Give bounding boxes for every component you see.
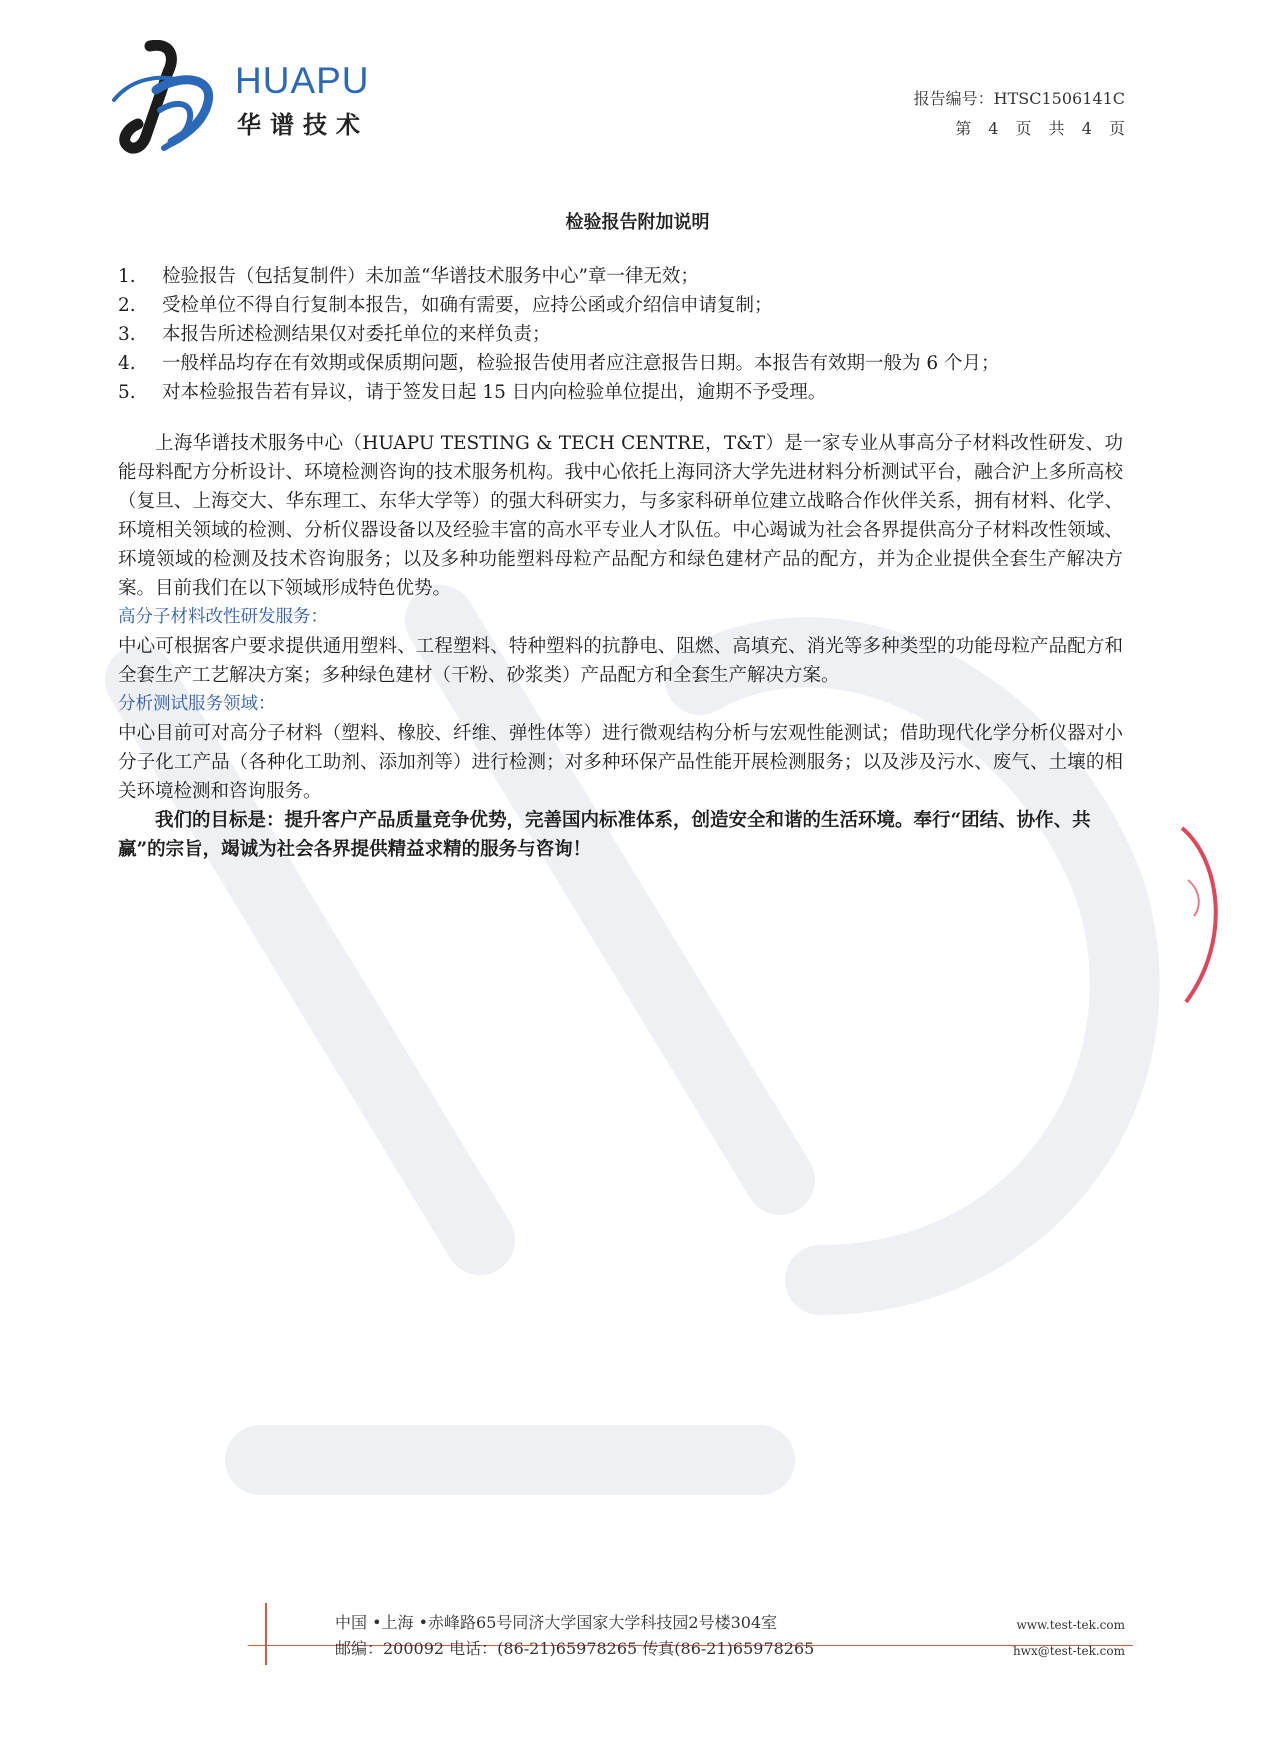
item-text: 受检单位不得自行复制本报告，如确有需要，应持公函或介绍信申请复制； xyxy=(162,295,773,316)
page-info: 第 4 页 共 4 页 xyxy=(955,119,1131,138)
report-meta xyxy=(913,84,1131,144)
list-item xyxy=(118,262,1123,291)
item-text: 检验报告（包括复制件）未加盖“华谱技术服务中心”章一律无效； xyxy=(162,266,699,287)
list-item xyxy=(118,320,1123,349)
goal-statement: 我们的目标是：提升客户产品质量竞争优势，完善国内标准体系，创造安全和谐的生活环境。奉行“团结、协作、共赢”的宗旨，竭诚为社会各界提供精益求精的服务与咨询！ xyxy=(118,810,1091,860)
footer-address-block xyxy=(335,1610,814,1662)
document-body xyxy=(118,262,1123,864)
footer-contact: 邮编：200092 电话：(86-21)65978265 传真(86-21)65978265 xyxy=(335,1639,815,1658)
item-number: 3. xyxy=(118,324,136,345)
section-heading-testing: 分析测试服务领域： xyxy=(118,694,276,714)
footer-website: www.test-tek.com xyxy=(1016,1618,1125,1632)
logo-chinese-name: 华谱技术 xyxy=(237,111,369,139)
document-title: 检验报告附加说明 xyxy=(565,212,710,233)
seal-stamp-edge xyxy=(1180,820,1275,1005)
item-text: 对本检验报告若有异议，请于签发日起 15 日内向检验单位提出，逾期不予受理。 xyxy=(162,382,827,403)
company-logo xyxy=(110,40,390,160)
item-number: 4. xyxy=(118,353,136,374)
intro-paragraph: 上海华谱技术服务中心（HUAPU TESTING & TECH CENTRE，T&T）是一家专业从事高分子材料改性研发、功能母料配方分析设计、环境检测咨询的技术服务机构。我中心依托上海同济大学先进材料分析测试平台，融合沪上多所高校（复旦、上海交大、华东理工、东华大学等）的强大科研实力，与多家科研单位建立战略合作伙伴关系，拥有材料、化学、环境相关领域的检测、分析仪器设备以及经验丰富的高水平专业人才队伍。中心竭诚为社会各界提供高分子材料改性领域、环境领域的检测及技术咨询服务；以及多种功能塑料母粒产品配方和绿色建材产品的配方，并为企业提供全套生产解决方案。目前我们在以下领域形成特色优势。 xyxy=(118,433,1123,599)
footer-web-block xyxy=(1013,1612,1125,1664)
item-text: 本报告所述检测结果仅对委托单位的来样负责； xyxy=(162,324,551,345)
item-text: 一般样品均存在有效期或保质期问题，检验报告使用者应注意报告日期。本报告有效期一般为 6 个月； xyxy=(162,353,1000,374)
list-item xyxy=(118,291,1123,320)
item-number: 2. xyxy=(118,295,136,316)
notes-list xyxy=(118,262,1123,407)
report-number: 报告编号：HTSC1506141C xyxy=(913,89,1125,108)
footer-divider-vertical xyxy=(265,1603,267,1665)
item-number: 5. xyxy=(118,382,136,403)
section-text-testing: 中心目前可对高分子材料（塑料、橡胶、纤维、弹性体等）进行微观结构分析与宏观性能测试；借助现代化学分析仪器对小分子化工产品（各种化工助剂、添加剂等）进行检测；对多种环保产品性能开展检测服务；以及涉及污水、废气、土壤的相关环境检测和咨询服务。 xyxy=(118,723,1123,802)
huapu-logo-mark-icon xyxy=(110,40,225,160)
footer-email: hwx@test-tek.com xyxy=(1012,1644,1125,1658)
section-text-polymer: 中心可根据客户要求提供通用塑料、工程塑料、特种塑料的抗静电、阻燃、高填充、消光等多种类型的功能母粒产品配方和全套生产工艺解决方案；多种绿色建材（干粉、砂浆类）产品配方和全套生产解决方案。 xyxy=(118,636,1123,686)
logo-english-name: HUAPU xyxy=(235,60,370,101)
footer-address: 中国 •上海 •赤峰路65号同济大学国家大学科技园2号楼304室 xyxy=(335,1613,778,1632)
item-number: 1. xyxy=(118,266,136,287)
list-item xyxy=(118,349,1123,378)
section-heading-polymer: 高分子材料改性研发服务： xyxy=(118,607,328,627)
list-item xyxy=(118,378,1123,407)
